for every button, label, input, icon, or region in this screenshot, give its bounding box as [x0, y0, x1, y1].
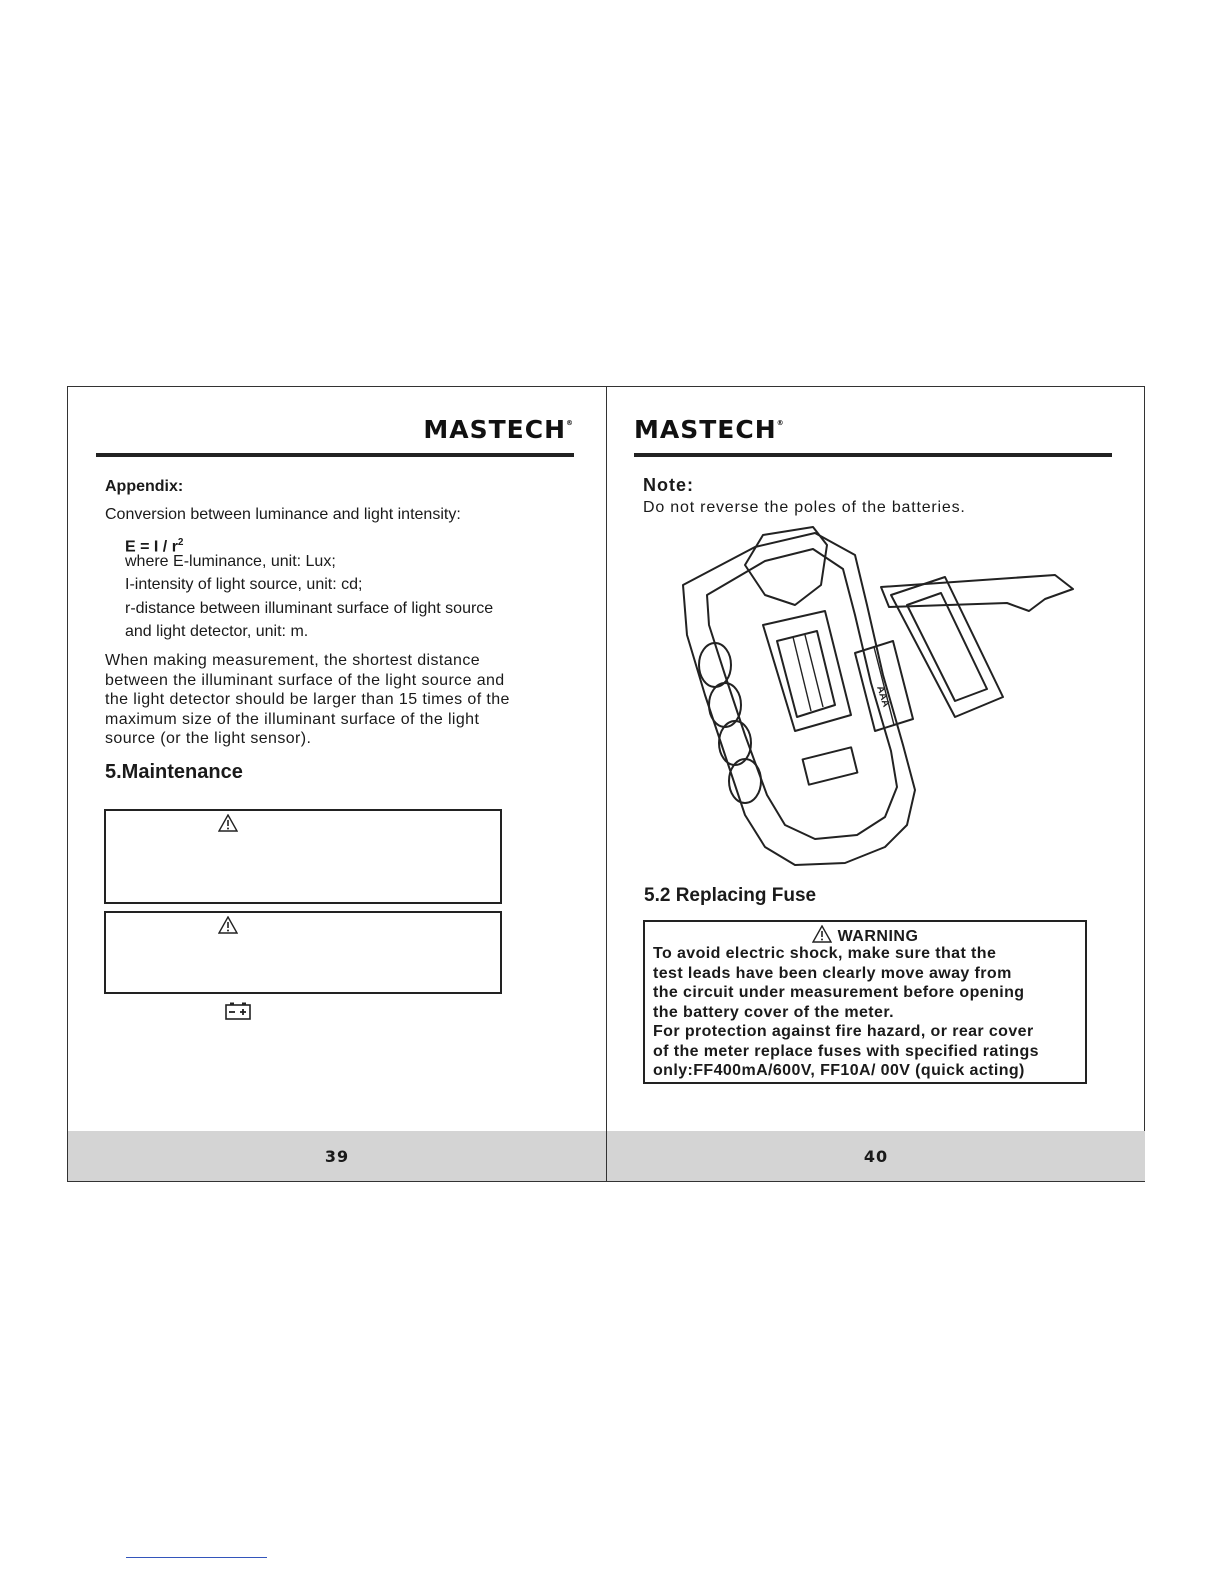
measurement-line: the light detector should be larger than 15 times of the — [105, 691, 510, 708]
replacing-fuse-title: 5.2 Replacing Fuse — [644, 885, 817, 906]
note-text: Do not reverse the poles of the batteries. — [643, 499, 966, 516]
warning-line: test leads have been clearly move away from — [653, 964, 1012, 982]
warning-line: the circuit under measurement before opening — [653, 984, 1025, 1001]
where-line-1: where E-luminance, unit: Lux; — [125, 553, 336, 570]
measurement-paragraph — [105, 651, 510, 749]
note-title: Note: — [643, 475, 694, 495]
warning-line: only:FF400mA/600V, FF10A/ 00V (quick acting) — [653, 1062, 1025, 1079]
brand-mark: ® — [776, 419, 785, 427]
brand-name: MASTECH — [423, 415, 566, 444]
battery-label: AAA — [874, 684, 892, 709]
fuse-warning-box — [643, 920, 1087, 1084]
page-footer — [607, 1131, 1145, 1181]
brand-logo — [634, 415, 785, 444]
warning-line: of the meter replace fuses with specified ratings — [653, 1042, 1039, 1060]
warning-title: WARNING — [837, 928, 919, 945]
fuse-slot — [803, 747, 858, 784]
warning-body — [653, 944, 1039, 1081]
page-footer — [68, 1131, 606, 1181]
appendix-title: Appendix: — [105, 478, 184, 495]
low-battery-icon — [225, 1002, 251, 1020]
measurement-line: source (or the light sensor). — [105, 730, 312, 747]
warning-box-1 — [104, 809, 502, 904]
page-number: 39 — [324, 1146, 350, 1166]
warning-triangle-icon — [218, 814, 238, 832]
measurement-line: between the illuminant surface of the light source and — [105, 671, 505, 689]
grip-oval — [699, 643, 731, 687]
header-rule — [634, 453, 1112, 457]
brand-mark: ® — [566, 419, 574, 427]
link-underline — [126, 1557, 267, 1558]
warning-triangle-icon — [812, 925, 832, 943]
formula-text: E = I / r — [125, 538, 178, 556]
page-number: 40 — [863, 1146, 889, 1166]
maintenance-title: 5.Maintenance — [105, 761, 243, 783]
conversion-title: Conversion between luminance and light intensity: — [105, 506, 461, 523]
meter-inner-outline — [707, 549, 897, 839]
header-rule — [96, 453, 574, 457]
page-40 — [607, 387, 1145, 1181]
manual-spread — [67, 386, 1145, 1182]
page-39 — [68, 387, 606, 1181]
brand-logo — [423, 415, 574, 444]
tilt-stand — [881, 575, 1073, 611]
warning-heading — [645, 925, 1085, 946]
warning-triangle-icon — [218, 916, 238, 934]
where-line-2: I-intensity of light source, unit: cd; — [125, 576, 363, 593]
measurement-line: maximum size of the illuminant surface of the light — [105, 710, 480, 728]
where-line-3: r-distance between illuminant surface of light source — [125, 600, 494, 617]
warning-line: To avoid electric shock, make sure that the — [653, 945, 997, 962]
battery-compartment-inner — [777, 631, 835, 717]
meter-battery-illustration — [645, 525, 1085, 870]
where-line-4: and light detector, unit: m. — [125, 623, 309, 640]
formula-exponent: 2 — [177, 537, 184, 548]
warning-line: the battery cover of the meter. — [653, 1003, 894, 1021]
brand-name: MASTECH — [634, 415, 777, 444]
measurement-line: When making measurement, the shortest distance — [105, 652, 481, 669]
warning-line: For protection against fire hazard, or rear cover — [653, 1023, 1034, 1040]
warning-box-2 — [104, 911, 502, 994]
